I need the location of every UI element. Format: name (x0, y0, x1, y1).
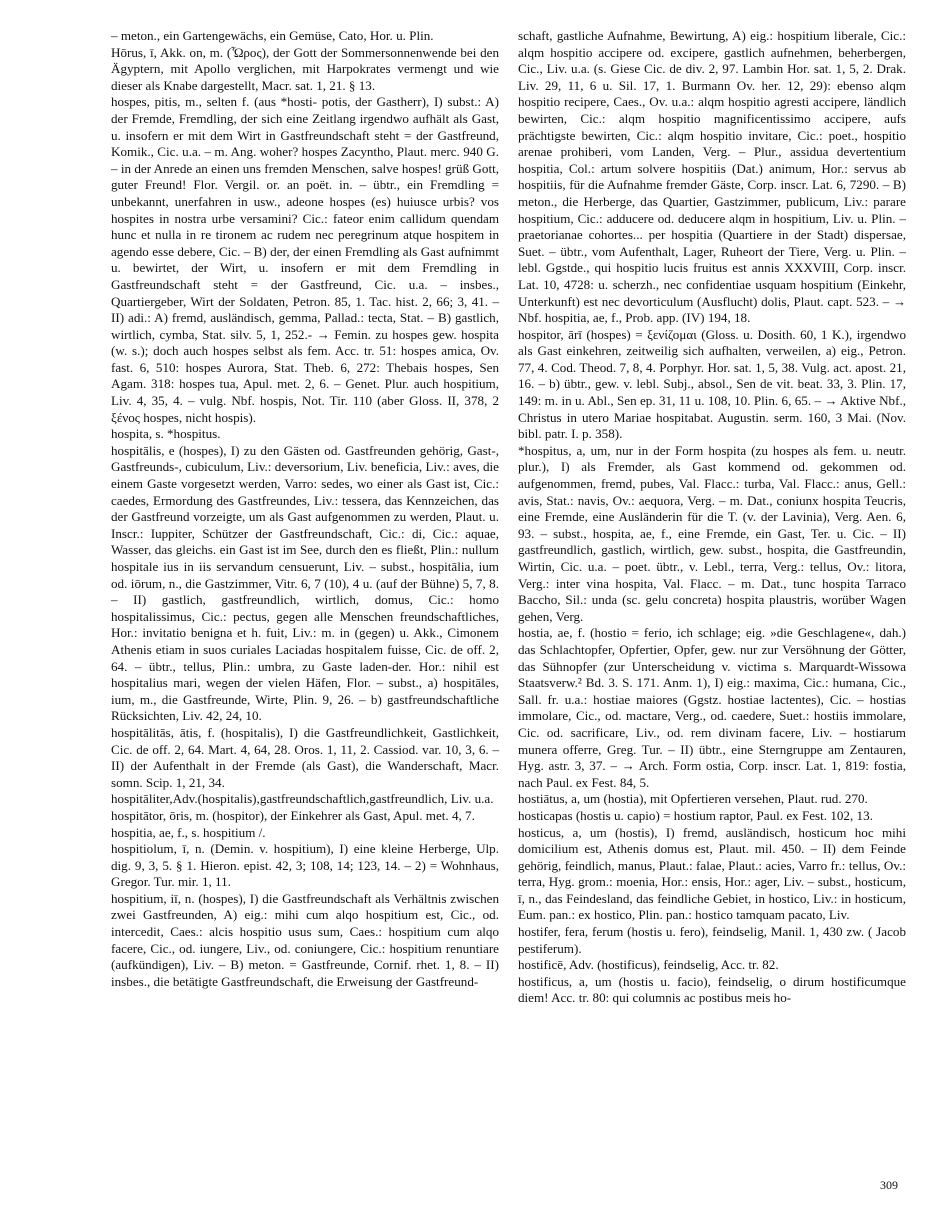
dictionary-entry: schaft, gastliche Aufnahme, Bewirtung, A) eig.: hospitium liberale, Cic.: alqm hospitio accipere od. excipere, gastlich aufnehmen, beherbergen, Cic., Liv. u.a. (s. Giese Cic. de div. 2, 97. Lambin Hor. sat. 1, 5, 2. Drak. Liv. 29, 11, 6 u. Sil. 17, 1. Burmann Ov. her. 12, 29): ebenso alqm hospitio recipere, Caes., Ov. u.a.: alqm hospitio agresti accipere, ländlich bewirten, Cic.: alqm hospitio magnificentissimo accipere, aufs prächtigste bewirten, Cic.: alqm hospitio invitare, Cic.: poet., hospitio arenae prohiberi, vom Landen, Verg. – Plur., assidua devertentium hospitia, Col.: artum solvere hospitiis (Dat.) animum, Hor.: servus ab hospitiis, für die Aufnahme fremder Gäste, Corp. inscr. Lat. 6, 7290. – B) meton., die Herberge, das Quartier, Gastzimmer, publicum, Liv.: parare hospitium, Cic.: adducere od. deducere alqm in hospitium, Liv. u. Plin. – praetorianae cohortes... per hospitia (Quartiere in der Stadt) dispersae, Suet. – übtr., vom Aufenthalt, Lager, Ruheort der Tiere, Verg. u. Plin. – lebl. Ggstde., qui hospitio lucis fruitus est annis XXXVIII, Corp. inscr. Lat. 10, 4728: u. scherzh., nec confidentiae usquam hospitium (Einkehr, Unterkunft) est nec devorticulum (Ausflucht) dolis, Plaut. capt. 523. – → Nbf. hospitia, ae, f., Prob. app. (IV) 194, 18. (518, 28, 906, 326)
dictionary-entry: hostifer, fera, ferum (hostis u. fero), feindselig, Manil. 1, 430 zw. ( Jacob pestiferum). (518, 924, 906, 956)
dictionary-entry: hospita, s. *hospitus. (111, 426, 221, 442)
dictionary-entry: hospitiolum, ī, n. (Demin. v. hospitium), I) eine kleine Herberge, Ulp. dig. 9, 3, 5. § 1. Hieron. epist. 42, 3; 108, 14; 123, 14. – 2) = Wohnhaus, Gregor. Tur. mir. 1, 11. (111, 841, 499, 890)
dictionary-entry: hospitālis, e (hospes), I) zu den Gästen od. Gastfreunden gehörig, Gast-, Gastfreunds-, cubiculum, Liv.: deversorium, Liv. beneficia, Liv.: aves, die einem Gaste vorgesetzt werden, Varro: sedes, wo einer als Gast ist, Cic.: caedes, Ermordung des Gastfreundes, Liv.: tessera, das Kennzeichen, das der Gastfreund vorzeigte, um als Gast aufgenommen zu werden, Plaut. u. Inscr.: Iuppiter, Schützer der Gastfreundschaft, Cic.: di, Cic.: aquae, Wasser, das gleichs. ein Gast ist im See, durch den es fließt, Plin.: nullum hospitale ius in iis servandum censuerunt, Liv. – subst., hospitālia, ium od. iōrum, n., die Gastzimmer, Vitr. 6, 7 (10), 4 u. (auf der Bühne) 5, 7, 8. – II) gastlich, gastfreundlich, wirtlich, domus, Cic.: homo hospitalissimus, Cic.: pectus, gegen alle Menschen freundschaftliches, Hor.: invitatio benigna et h. fuit, Liv.: m. in (gegen) u. Akk., Cimonem Athenis etiam in suos curiales Laciadas hospitalem fuisse, Cic. de off. 2, 64. – übtr., tellus, Plin.: umbra, zu Gaste laden-der. Hor.: nihil est hospitalius mari, wegen der vielen Häfen, Flor. – subst., a) hospitāles, ium, m., die Gastfreunde, Wirte, Plin. 9, 26. – b) gastfreundschaftliche Rücksichten, Liv. 42, 24, 10. (111, 442, 499, 724)
dictionary-entry: hospes, pitis, m., selten f. (aus *hosti- potis, der Gastherr), I) subst.: A) der Fremde, Fremdling, der sich eine Zeitlang irgendwo aufhält als Gast, u. insofern er mit dem Wirt in Gastfreundschaft steht = der Gastfreund, Komik., Cic. u.a. – m. Ang. woher? hospes Zacyntho, Plaut. merc. 940 G. – in der Anrede an einen uns fremden Menschen, salve hospes! grüß Gott, guter Freund! Flor. Vergil. or. an poët. in. – übtr., ein Fremdling = unbekannt, unerfahren in usw., adeone hospes (es) huiusce urbis? vos hospites in nostra urbe versamini? Cic.: fateor enim callidum quendam hunc et nulla in re tironem ac rudem nec peregrinum atque hospitem in agendo esse debere, Cic. – B) der, der einen Fremdling als Gast aufnimmt u. bewirtet, der Wirt, u. insofern er mit dem Fremdling in Gastfreundschaft steht = der Gastfreund, Cic. u.a. – insbes., Quartiergeber, Wirt der Soldaten, Petron. 85, 1. Tac. hist. 2, 66; 3, 41. – II) adi.: A) fremd, ausländisch, gemma, Pallad.: tecta, Stat. – B) gastlich, wirtlich, cymba, Stat. silv. 5, 1, 252.- → Femin. zu hospes gew. hospita (w. s.); doch auch hospes selbst als fem. Acc. tr. 51: hospes amica, Ov. fast. 6, 510: hospes Aurora, Stat. Theb. 6, 272: Thebais hospes, Sen Agam. 318: hospes tua, Apul. met. 2, 6. – Genet. Plur. auch hospitium, Liv. 4, 35, 4. – vulg. Nbf. hospis, Not. Tir. 110 (aber Gloss. II, 378, 2 ξένος hospes, nicht hospis). (111, 94, 499, 425)
dictionary-entry: hostia, ae, f. (hostio = ferio, ich schlage; eig. »die Geschlagene«, dah.) das Schlachtopfer, Opfertier, Opfer, gew. nur zur Versöhnung der Götter, das Sühnopfer (zur Unterscheidung v. victima s. Marquardt-Wissowa Staatsverw.² Bd. 3. S. 171. Anm. 1), I) eig.: maxima, Cic.: humana, Cic., Sall. fr. u.a.: hostiae maiores (Ggstz. hostiae lactentes), Cic. – hostias immolare, Cic., od. mactare, Verg., od. caedere, Suet.: hostiis immolare, Cic. od. sacrificare, Liv., od. rem divinam facere, Liv. – hostiarum munera offerre, Greg. Tur. – II) übtr., eine Sterngruppe am Zentauren, Hyg. astr. 3, 37. – → Arch. Form ostia, Corp. inscr. Lat. 1, 819: fostia, nach Paul. ex Fest. 84, 5. (518, 625, 906, 790)
dictionary-entry: hostificē, Adv. (hostificus), feindselig, Acc. tr. 82. (518, 957, 779, 973)
dictionary-entry: hostificus, a, um (hostis u. facio), feindselig, o dirum hostificumque diem! Acc. tr. 80: qui columnis ac postibus meis ho- (518, 973, 906, 1006)
dictionary-entry: hosticus, a, um (hostis), I) fremd, ausländisch, hosticum hoc mihi domicilium est, Athenis domus est, Plaut. mil. 450. – II) dem Feinde gehörig, feindlich, manus, Plaut.: falae, Plaut.: acies, Varro fr.: tellus, Ov.: terra, Hyg. grom.: moenia, Hor.: ensis, Hor.: ager, Liv. – subst., hosticum, ī, n., das Feindesland, das feindliche Gebiet, in hostico, Liv.: in hosticum, Eum. pan.: ex hostico, Plin. pan.: hostico tamquam pacato, Liv. (518, 824, 906, 923)
dictionary-entry: hosticapas (hostis u. capio) = hostium raptor, Paul. ex Fest. 102, 13. (518, 807, 873, 823)
page-number: 309 (880, 1178, 898, 1192)
right-column (518, 28, 906, 1007)
dictionary-entry: hostiātus, a, um (hostia), mit Opfertieren versehen, Plaut. rud. 270. (518, 791, 868, 807)
dictionary-entry: *hospitus, a, um, nur in der Form hospita (zu hospes als fem. u. neutr. plur.), I) als Fremder, als Gast kommend od. gekommen od. aufgenommen, fremd, pubes, Val. Flacc.: turba, Val. Flacc.: anus, Gell.: avis, Stat.: navis, Ov.: aequora, Verg. – m. Dat., coniunx hospita Teucris, eine Fremde, eine Ausländerin für die T. (v. der Lavinia), Verg. Aen. 6, 93. – subst., hospita, ae, f., eine Fremde, ein Gast, Ter. u. Cic. – II) gastfreundlich, gastlich, wirtlich, gew. subst., hospita, die Gastfreundin, Wirtin, Cic. u.a. – poet. übtr., v. Lebl., terra, Verg.: tellus, Ov.: litora, Verg.: inter vina hospita, Val. Flacc. – m. Dat., tunc hospita Tarraco Baccho, Sil.: unda (sc. gelu concreta) hospita plaustris, worüber Wagen gehen, Verg. (518, 442, 906, 624)
left-column (111, 28, 499, 990)
dictionary-entry: hospitium, iī, n. (hospes), I) die Gastfreundschaft als Verhältnis zwischen zwei Gastfreunden, A) eig.: mihi cum alqo hospitium est, Cic., od. intercedit, Caes.: alcis hospitio usus sum, Caes.: hospitium cum alqo facere, Cic., od. iungere, Liv., od. coniungere, Cic.: hospitium renuntiare (aufkündigen), Liv. – B) meton. = Gastfreunde, Cornif. rhet. 1, 8. – II) insbes., die betätigte Gastfreundschaft, die Erweisung der Gastfreund- (111, 890, 499, 989)
dictionary-entry: hospitia, ae, f., s. hospitium /. (111, 824, 266, 840)
dictionary-entry: – meton., ein Gartengewächs, ein Gemüse, Cato, Hor. u. Plin. (111, 28, 434, 43)
dictionary-entry: Hōrus, ī, Akk. on, m. (Ὧρος), der Gott der Sommersonnenwende bei den Ägyptern, mit Apollo verglichen, mit Harpokrates vermengt und wie dieser als Knabe dargestellt, Macr. sat. 1, 21. § 13. (111, 44, 499, 93)
dictionary-entry: hospitāliter,Adv.(hospitalis),gastfreundschaftlich,gastfreundlich, Liv. u.a. (111, 791, 494, 807)
dictionary-entry: hospitālitās, ātis, f. (hospitalis), I) die Gastfreundlichkeit, Gastlichkeit, Cic. de off. 2, 64. Mart. 4, 64, 28. Oros. 1, 11, 2. Cassiod. var. 10, 3, 6. – II) der Aufenthalt in der Fremde (als Gast), die Wanderschaft, Macr. somn. Scip. 1, 21, 34. (111, 724, 499, 790)
dictionary-entry: hospitor, ārī (hospes) = ξενίζομαι (Gloss. u. Dosith. 60, 1 K.), irgendwo als Gast einkehren, zeitweilig sich aufhalten, verweilen, a) eig., Petron. 77, 4. Cod. Theod. 7, 8, 4. Porphyr. Hor. sat. 1, 5, 38. Vulg. act. apost. 21, 16. – b) übtr., gew. v. lebl. Subj., absol., Sen de vit. beat. 33, 3. Plin. 17, 149: m. in u. Abl., Sen ep. 31, 11 u. 108, 10. Plin. 6, 65. – → Aktive Nbf., Christus in utero Mariae hospitabat. Augustin. serm. 160, 3 Mai. (Nov. bibl. patr. I. p. 358). (518, 326, 906, 442)
dictionary-entry: hospitātor, ōris, m. (hospitor), der Einkehrer als Gast, Apul. met. 4, 7. (111, 807, 475, 823)
